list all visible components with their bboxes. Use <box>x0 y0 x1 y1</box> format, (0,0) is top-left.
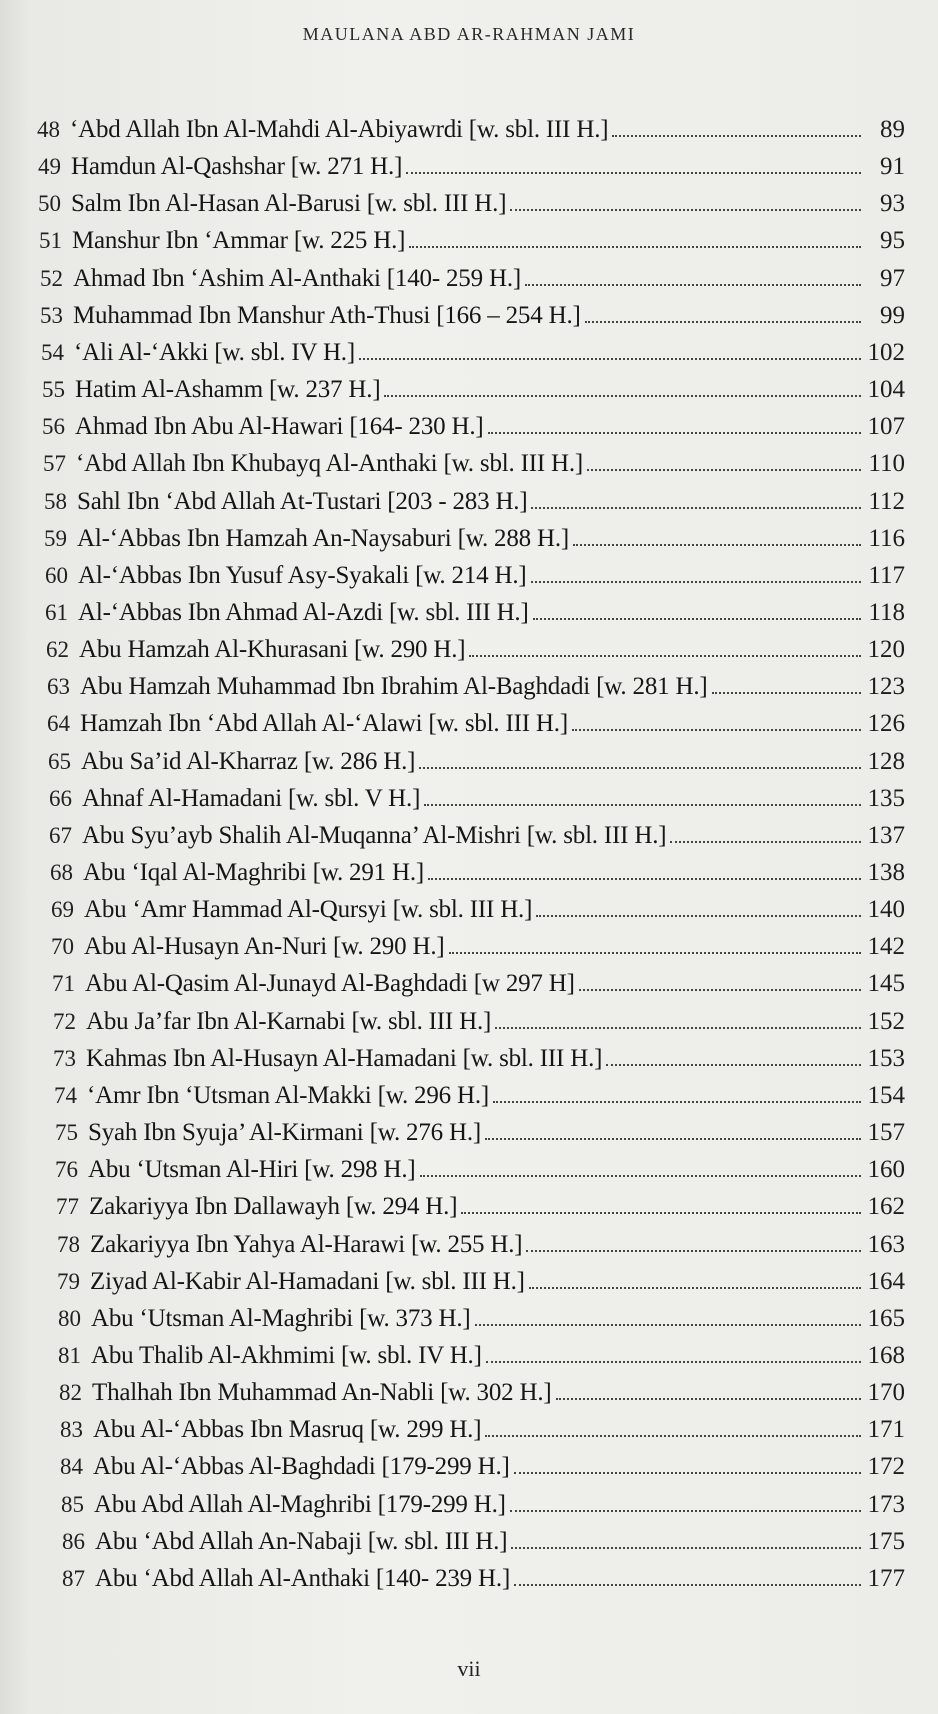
entry-title: Abu Al-‘Abbas Al-Baghdadi [179-299 H.] <box>93 1453 510 1480</box>
dot-leader <box>572 729 861 731</box>
dot-leader <box>449 952 862 954</box>
dot-leader <box>424 804 861 806</box>
entry-page-number: 164 <box>867 1268 905 1295</box>
entry-page-number: 126 <box>867 710 905 737</box>
entry-number: 69 <box>51 897 74 922</box>
entry-number: 73 <box>53 1046 76 1071</box>
dot-leader <box>469 655 861 657</box>
entry-title: Abu ‘Utsman Al-Hiri [w. 298 H.] <box>88 1156 416 1183</box>
dot-leader <box>485 1435 861 1437</box>
entry-number: 81 <box>58 1343 81 1368</box>
toc-entry <box>28 1260 905 1297</box>
entry-title: Hamdun Al-Qashshar [w. 271 H.] <box>71 153 403 180</box>
entry-number: 49 <box>38 154 61 179</box>
toc-entry <box>13 405 905 442</box>
dot-leader <box>525 284 861 286</box>
entry-title: Abu ‘Amr Hammad Al-Qursyi [w. sbl. III H.] <box>84 896 533 923</box>
toc-entry <box>26 1111 905 1148</box>
toc-entry <box>18 702 905 739</box>
dot-leader <box>514 1584 861 1586</box>
dot-leader <box>533 618 861 620</box>
toc-entry <box>11 257 905 294</box>
entry-page-number: 116 <box>868 525 905 552</box>
entry-page-number: 142 <box>867 933 905 960</box>
toc-entry <box>31 1408 905 1445</box>
toc-entry <box>25 1074 905 1111</box>
dot-leader <box>493 1101 861 1103</box>
entry-page-number: 175 <box>867 1528 905 1555</box>
entry-number: 72 <box>53 1009 76 1034</box>
entry-number: 56 <box>42 414 65 439</box>
entry-title: Salm Ibn Al-Hasan Al-Barusi [w. sbl. III H.] <box>71 190 507 217</box>
dot-leader <box>475 1324 861 1326</box>
dot-leader <box>495 1027 861 1029</box>
entry-title: Abu Ja’far Ibn Al-Karnabi [w. sbl. III H.] <box>86 1008 492 1035</box>
entry-title: Ahnaf Al-Hamadani [w. sbl. V H.] <box>82 785 421 812</box>
dot-leader <box>510 209 861 211</box>
dot-leader <box>488 432 862 434</box>
toc-entry <box>33 1557 905 1594</box>
dot-leader <box>419 767 861 769</box>
entry-title: Ziyad Al-Kabir Al-Hamadani [w. sbl. III H.] <box>90 1268 525 1295</box>
entry-page-number: 154 <box>867 1082 905 1109</box>
toc-entry <box>20 777 905 814</box>
entry-page-number: 140 <box>867 896 905 923</box>
toc-entry <box>19 740 905 777</box>
dot-leader <box>526 1250 861 1252</box>
dot-leader <box>587 469 861 471</box>
entry-page-number: 91 <box>880 153 905 180</box>
entry-number: 68 <box>50 860 73 885</box>
dot-leader <box>428 878 861 880</box>
entry-number: 65 <box>48 749 71 774</box>
entry-page-number: 138 <box>867 859 905 886</box>
entry-title: Abu Al-Husayn An-Nuri [w. 290 H.] <box>84 933 445 960</box>
entry-title: Zakariyya Ibn Yahya Al-Harawi [w. 255 H.] <box>90 1231 523 1258</box>
entry-page-number: 165 <box>867 1305 905 1332</box>
toc-entry <box>15 480 905 517</box>
toc-entry <box>33 1520 905 1557</box>
dot-leader <box>536 915 861 917</box>
entry-page-number: 153 <box>867 1045 905 1072</box>
dot-leader <box>409 246 861 248</box>
toc-entry <box>29 1334 905 1371</box>
toc-entry <box>29 1297 905 1334</box>
entry-number: 82 <box>59 1380 82 1405</box>
entry-title: Hatim Al-Ashamm [w. 237 H.] <box>75 376 381 403</box>
entry-number: 62 <box>46 637 69 662</box>
entry-number: 80 <box>58 1306 81 1331</box>
entry-title: Abu Syu’ayb Shalih Al-Muqanna’ Al-Mishri [w. sbl. III H.] <box>82 822 667 849</box>
page-number: vii <box>457 1656 481 1681</box>
toc-entry <box>16 554 905 591</box>
entry-number: 51 <box>39 228 62 253</box>
entry-title: Thalhah Ibn Muhammad An-Nabli [w. 302 H.] <box>92 1379 552 1406</box>
entry-page-number: 145 <box>867 970 905 997</box>
entry-title: Ahmad Ibn Abu Al-Hawari [164- 230 H.] <box>75 413 484 440</box>
entry-title: Al-‘Abbas Ibn Hamzah An-Naysaburi [w. 288 H.] <box>77 525 570 552</box>
entry-page-number: 97 <box>880 265 905 292</box>
entry-page-number: 104 <box>867 376 905 403</box>
entry-number: 83 <box>60 1417 83 1442</box>
entry-page-number: 102 <box>867 339 905 366</box>
toc-entry <box>11 294 905 331</box>
toc-entry <box>27 1185 905 1222</box>
entry-page-number: 163 <box>867 1231 905 1258</box>
toc-entry <box>24 1000 905 1037</box>
toc-entry <box>12 331 905 368</box>
entry-page-number: 172 <box>867 1453 905 1480</box>
entry-number: 74 <box>54 1083 77 1108</box>
entry-page-number: 171 <box>867 1416 905 1443</box>
toc-entry <box>22 888 905 925</box>
entry-title: Kahmas Ibn Al-Husayn Al-Hamadani [w. sbl. III H.] <box>86 1045 603 1072</box>
entry-number: 52 <box>40 266 63 291</box>
toc-entry <box>22 925 905 962</box>
toc-entry <box>30 1371 905 1408</box>
entry-number: 79 <box>57 1269 80 1294</box>
entry-page-number: 177 <box>867 1565 905 1592</box>
entry-title: Al-‘Abbas Ibn Ahmad Al-Azdi [w. sbl. III H.] <box>78 599 529 626</box>
entry-title: Abu Hamzah Al-Khurasani [w. 290 H.] <box>79 636 466 663</box>
dot-leader <box>531 581 861 583</box>
entry-page-number: 93 <box>880 190 905 217</box>
entry-page-number: 120 <box>867 636 905 663</box>
entry-number: 84 <box>60 1454 83 1479</box>
entry-number: 59 <box>44 526 67 551</box>
entry-title: Sahl Ibn ‘Abd Allah At-Tustari [203 - 283 H.] <box>77 488 528 515</box>
dot-leader <box>531 507 861 509</box>
entry-title: Abu ‘Utsman Al-Maghribi [w. 373 H.] <box>91 1305 471 1332</box>
dot-leader <box>514 1472 861 1474</box>
entry-title: Zakariyya Ibn Dallawayh [w. 294 H.] <box>89 1193 458 1220</box>
entry-number: 60 <box>45 563 68 588</box>
dot-leader <box>612 135 861 137</box>
toc-entry <box>20 814 905 851</box>
toc-entry <box>21 851 905 888</box>
entry-page-number: 112 <box>868 488 905 515</box>
dot-leader <box>406 172 861 174</box>
toc-entry <box>32 1483 905 1520</box>
dot-leader <box>670 841 861 843</box>
entry-page-number: 157 <box>867 1119 905 1146</box>
entry-page-number: 170 <box>867 1379 905 1406</box>
toc-entry <box>28 1223 905 1260</box>
entry-page-number: 99 <box>880 302 905 329</box>
entry-number: 64 <box>47 711 70 736</box>
entry-title: ‘Abd Allah Ibn Al-Mahdi Al-Abiyawrdi [w. sbl. III H.] <box>70 116 609 143</box>
dot-leader <box>556 1398 861 1400</box>
entry-title: ‘Amr Ibn ‘Utsman Al-Makki [w. 296 H.] <box>87 1082 490 1109</box>
entry-number: 53 <box>40 303 63 328</box>
entry-page-number: 118 <box>868 599 905 626</box>
entry-page-number: 152 <box>867 1008 905 1035</box>
entry-page-number: 110 <box>868 450 905 477</box>
toc-entry <box>10 219 905 256</box>
running-header: MAULANA ABD AR-RAHMAN JAMI <box>302 24 636 44</box>
entry-number: 54 <box>41 340 64 365</box>
entry-number: 63 <box>47 674 70 699</box>
toc-entry <box>18 665 905 702</box>
entry-number: 58 <box>44 489 67 514</box>
entry-title: Abu Abd Allah Al-Maghribi [179-299 H.] <box>94 1491 506 1518</box>
dot-leader <box>511 1547 861 1549</box>
entry-page-number: 123 <box>867 673 905 700</box>
toc-entry <box>15 517 905 554</box>
toc-entry <box>24 1037 905 1074</box>
dot-leader <box>606 1064 861 1066</box>
entry-title: Manshur Ibn ‘Ammar [w. 225 H.] <box>72 227 406 254</box>
entry-title: Muhammad Ibn Manshur Ath-Thusi [166 – 254 H.] <box>73 302 581 329</box>
dot-leader <box>359 358 861 360</box>
entry-page-number: 168 <box>867 1342 905 1369</box>
dot-leader <box>529 1287 861 1289</box>
entry-title: ‘Ali Al-‘Akki [w. sbl. IV H.] <box>74 339 355 366</box>
entry-page-number: 162 <box>867 1193 905 1220</box>
entry-title: Ahmad Ibn ‘Ashim Al-Anthaki [140- 259 H.] <box>73 265 521 292</box>
toc-entry <box>13 368 905 405</box>
entry-number: 87 <box>62 1566 85 1591</box>
dot-leader <box>384 395 861 397</box>
toc-entry <box>14 442 905 479</box>
toc-entry <box>9 182 905 219</box>
entry-number: 61 <box>45 600 68 625</box>
entry-title: Abu ‘Abd Allah An-Nabaji [w. sbl. III H.] <box>95 1528 508 1555</box>
entry-title: Syah Ibn Syuja’ Al-Kirmani [w. 276 H.] <box>88 1119 482 1146</box>
toc-entry <box>8 108 905 145</box>
entry-page-number: 95 <box>880 227 905 254</box>
entry-number: 85 <box>61 1492 84 1517</box>
entry-number: 67 <box>49 823 72 848</box>
entry-page-number: 107 <box>867 413 905 440</box>
toc-entry <box>31 1445 905 1482</box>
entry-page-number: 128 <box>867 748 905 775</box>
entry-number: 57 <box>43 451 66 476</box>
toc-entry <box>16 591 905 628</box>
entry-number: 70 <box>51 934 74 959</box>
entry-title: Abu Hamzah Muhammad Ibn Ibrahim Al-Baghdadi [w. 281 H.] <box>80 673 708 700</box>
entry-number: 71 <box>52 971 75 996</box>
entry-title: Hamzah Ibn ‘Abd Allah Al-‘Alawi [w. sbl. III H.] <box>80 710 568 737</box>
dot-leader <box>573 544 861 546</box>
entry-title: Abu Al-‘Abbas Ibn Masruq [w. 299 H.] <box>93 1416 482 1443</box>
dot-leader <box>485 1138 861 1140</box>
entry-title: Abu ‘Abd Allah Al-Anthaki [140- 239 H.] <box>95 1565 511 1592</box>
dot-leader <box>461 1212 861 1214</box>
entry-number: 50 <box>38 191 61 216</box>
dot-leader <box>420 1175 861 1177</box>
dot-leader <box>579 989 861 991</box>
toc-entry <box>17 628 905 665</box>
entry-title: Abu Sa’id Al-Kharraz [w. 286 H.] <box>81 748 416 775</box>
dot-leader <box>486 1361 861 1363</box>
entry-page-number: 89 <box>880 116 905 143</box>
dot-leader <box>585 321 861 323</box>
entry-page-number: 137 <box>867 822 905 849</box>
entry-number: 48 <box>37 117 60 142</box>
toc-entry <box>26 1148 905 1185</box>
dot-leader <box>510 1510 861 1512</box>
entry-page-number: 160 <box>867 1156 905 1183</box>
entry-number: 75 <box>55 1120 78 1145</box>
toc-entry <box>9 145 905 182</box>
entry-page-number: 173 <box>867 1491 905 1518</box>
dot-leader <box>712 692 861 694</box>
entry-number: 78 <box>57 1232 80 1257</box>
entry-number: 86 <box>62 1529 85 1554</box>
toc-entry <box>23 962 905 999</box>
entry-page-number: 135 <box>867 785 905 812</box>
entry-title: Al-‘Abbas Ibn Yusuf Asy-Syakali [w. 214 H.] <box>78 562 527 589</box>
entry-title: Abu ‘Iqal Al-Maghribi [w. 291 H.] <box>83 859 425 886</box>
entry-title: Abu Al-Qasim Al-Junayd Al-Baghdadi [w 297 H] <box>85 970 575 997</box>
entry-title: ‘Abd Allah Ibn Khubayq Al-Anthaki [w. sbl. III H.] <box>76 450 584 477</box>
entry-number: 55 <box>42 377 65 402</box>
entry-title: Abu Thalib Al-Akhmimi [w. sbl. IV H.] <box>91 1342 482 1369</box>
entry-number: 77 <box>56 1194 79 1219</box>
entry-number: 66 <box>49 786 72 811</box>
entry-number: 76 <box>55 1157 78 1182</box>
entry-page-number: 117 <box>868 562 905 589</box>
